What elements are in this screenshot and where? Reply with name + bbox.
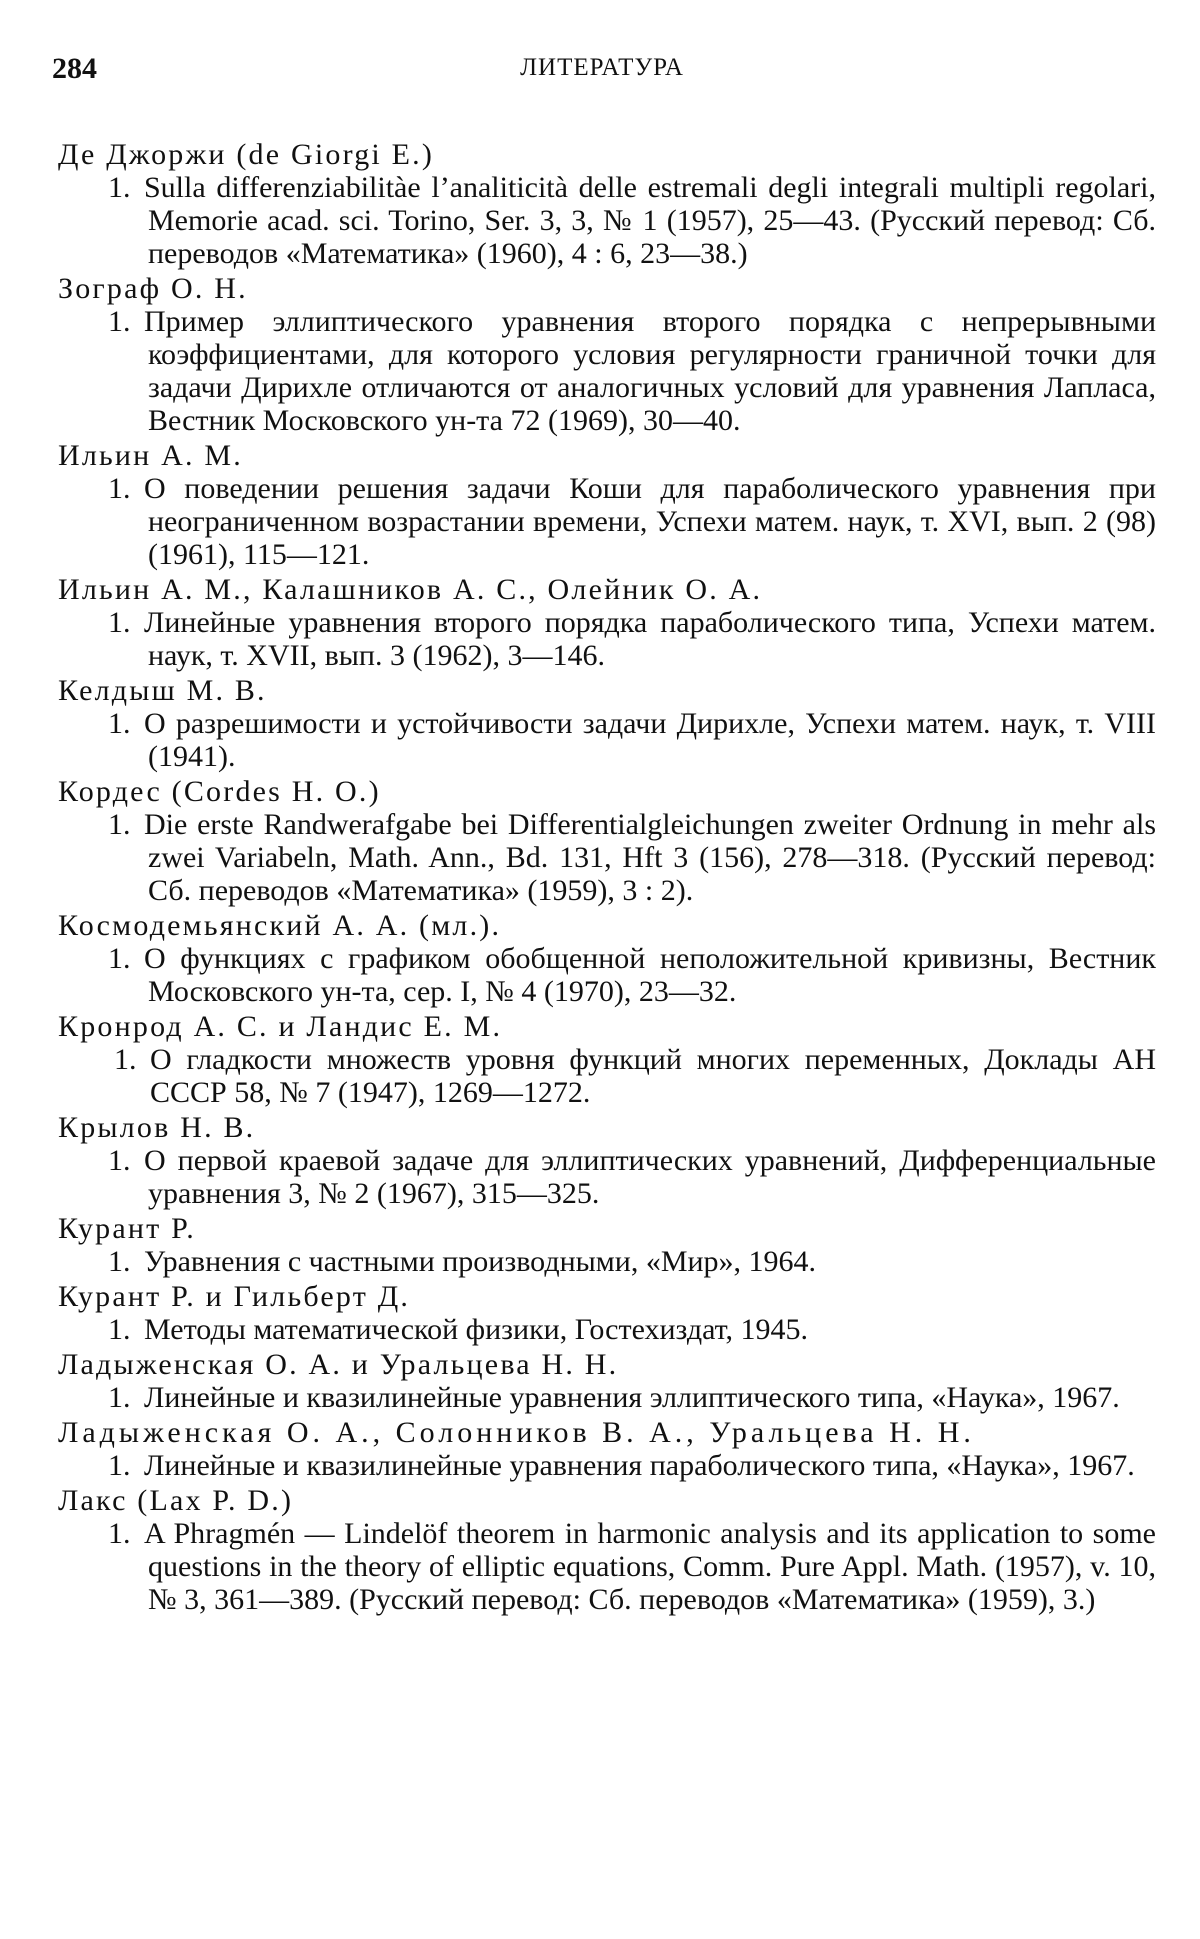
entry-work xyxy=(58,1381,1156,1414)
work-number: 1. xyxy=(114,1043,137,1076)
entry-author: Кронрод А. С. и Ландис Е. М. xyxy=(58,1010,503,1043)
entry-author: Курант Р. xyxy=(58,1212,196,1245)
work-citation: О первой краевой задаче для эллиптических уравнений, Дифференциальные уравнения 3, № 2 (1967), 315—325. xyxy=(144,1144,1156,1210)
entry-author: Ладыженская О. А., Солонников В. А., Уральцева Н. Н. xyxy=(58,1416,975,1449)
bibliography-entry xyxy=(58,1010,1156,1109)
entry-work xyxy=(58,808,1156,907)
bibliography-entry xyxy=(58,1484,1156,1616)
entry-author: Кордес (Cordes H. O.) xyxy=(58,775,381,808)
work-citation: Пример эллиптического уравнения второго порядка с непрерывными коэффициентами, для которого условия регулярности граничной точки для задачи Дирихле отличаются от аналогичных условий для уравнения Лапласа, Вестник Московского ун-та 72 (1969), 30—40. xyxy=(144,305,1156,437)
work-citation: О гладкости множеств уровня функций многих переменных, Доклады АН СССР 58, № 7 (1947), 1269—1272. xyxy=(150,1043,1156,1109)
bibliography-list xyxy=(58,138,1156,1618)
bibliography-entry xyxy=(58,439,1156,571)
work-number: 1. xyxy=(108,942,131,975)
entry-work xyxy=(58,472,1156,571)
work-number: 1. xyxy=(108,1381,131,1414)
bibliography-entry xyxy=(58,674,1156,773)
entry-work xyxy=(58,1517,1156,1616)
running-title: ЛИТЕРАТУРА xyxy=(520,54,684,81)
work-citation: Линейные уравнения второго порядка параболического типа, Успехи матем. наук, т. XVII, вып. 3 (1962), 3—146. xyxy=(144,606,1156,672)
work-number: 1. xyxy=(108,1449,131,1482)
work-citation: Sulla differenziabilitàe l’analiticità delle estremali degli integrali multipli regolari, Memorie acad. sci. Torino, Ser. 3, 3, № 1 (1957), 25—43. (Русский перевод: Сб. переводов «Математика» (1960), 4 : 6, 23—38.) xyxy=(144,171,1156,270)
work-citation: Методы математической физики, Гостехиздат, 1945. xyxy=(144,1313,809,1346)
work-number: 1. xyxy=(108,1144,131,1177)
entry-author: Ильин А. М., Калашников А. С., Олейник О. А. xyxy=(58,573,763,606)
bibliography-entry xyxy=(58,909,1156,1008)
work-number: 1. xyxy=(108,707,131,740)
entry-work xyxy=(58,606,1156,672)
work-citation: О поведении решения задачи Коши для параболического уравнения при неограниченном возрастании времени, Успехи матем. наук, т. XVI, вып. 2 (98) (1961), 115—121. xyxy=(144,472,1156,571)
entry-author: Келдыш М. В. xyxy=(58,674,267,707)
bibliography-entry xyxy=(58,272,1156,437)
entry-work xyxy=(58,707,1156,773)
work-number: 1. xyxy=(108,472,131,505)
bibliography-entry xyxy=(58,1111,1156,1210)
bibliography-entry xyxy=(58,1416,1156,1482)
entry-work xyxy=(58,305,1156,437)
work-number: 1. xyxy=(108,1313,131,1346)
page-header xyxy=(52,52,1152,92)
work-citation: Линейные и квазилинейные уравнения эллиптического типа, «Наука», 1967. xyxy=(144,1381,1120,1414)
work-number: 1. xyxy=(108,305,131,338)
work-number: 1. xyxy=(108,808,131,841)
work-number: 1. xyxy=(108,606,131,639)
bibliography-entry xyxy=(58,138,1156,270)
entry-work xyxy=(58,1449,1156,1482)
bibliography-entry xyxy=(58,1280,1156,1346)
work-citation: Линейные и квазилинейные уравнения параболического типа, «Наука», 1967. xyxy=(144,1449,1135,1482)
work-citation: A Phragmén — Lindelöf theorem in harmonic analysis and its application to some questions in the theory of elliptic equations, Comm. Pure Appl. Math. (1957), v. 10, № 3, 361—389. (Русский перевод: Сб. переводов «Математика» (1959), 3.) xyxy=(144,1517,1156,1616)
bibliography-entry xyxy=(58,1212,1156,1278)
page-number: 284 xyxy=(52,52,97,85)
entry-author: Ильин А. М. xyxy=(58,439,243,472)
bibliography-entry xyxy=(58,573,1156,672)
bibliography-entry xyxy=(58,1348,1156,1414)
bibliography-entry xyxy=(58,775,1156,907)
work-number: 1. xyxy=(108,171,131,204)
entry-work xyxy=(58,1144,1156,1210)
entry-author: Де Джоржи (de Giorgi E.) xyxy=(58,138,435,171)
entry-author: Космодемьянский А. А. (мл.). xyxy=(58,909,502,942)
entry-author: Курант Р. и Гильберт Д. xyxy=(58,1280,411,1313)
work-citation: О функциях с графиком обобщенной неположительной кривизны, Вестник Московского ун-та, сер. I, № 4 (1970), 23—32. xyxy=(144,942,1156,1008)
entry-work xyxy=(58,1043,1156,1109)
work-citation: Die erste Randwerafgabe bei Differentialgleichungen zweiter Ordnung in mehr als zwei Variabeln, Math. Ann., Bd. 131, Hft 3 (156), 278—318. (Русский перевод: Сб. переводов «Математика» (1959), 3 : 2). xyxy=(144,808,1156,907)
entry-work xyxy=(58,171,1156,270)
work-number: 1. xyxy=(108,1517,131,1550)
entry-author: Ладыженская О. А. и Уральцева Н. Н. xyxy=(58,1348,619,1381)
work-citation: Уравнения с частными производными, «Мир», 1964. xyxy=(144,1245,817,1278)
entry-work xyxy=(58,1313,1156,1346)
entry-work xyxy=(58,1245,1156,1278)
work-citation: О разрешимости и устойчивости задачи Дирихле, Успехи матем. наук, т. VIII (1941). xyxy=(144,707,1156,773)
work-number: 1. xyxy=(108,1245,131,1278)
entry-author: Зограф О. Н. xyxy=(58,272,248,305)
entry-work xyxy=(58,942,1156,1008)
entry-author: Крылов Н. В. xyxy=(58,1111,256,1144)
entry-author: Лакс (Lax P. D.) xyxy=(58,1484,294,1517)
